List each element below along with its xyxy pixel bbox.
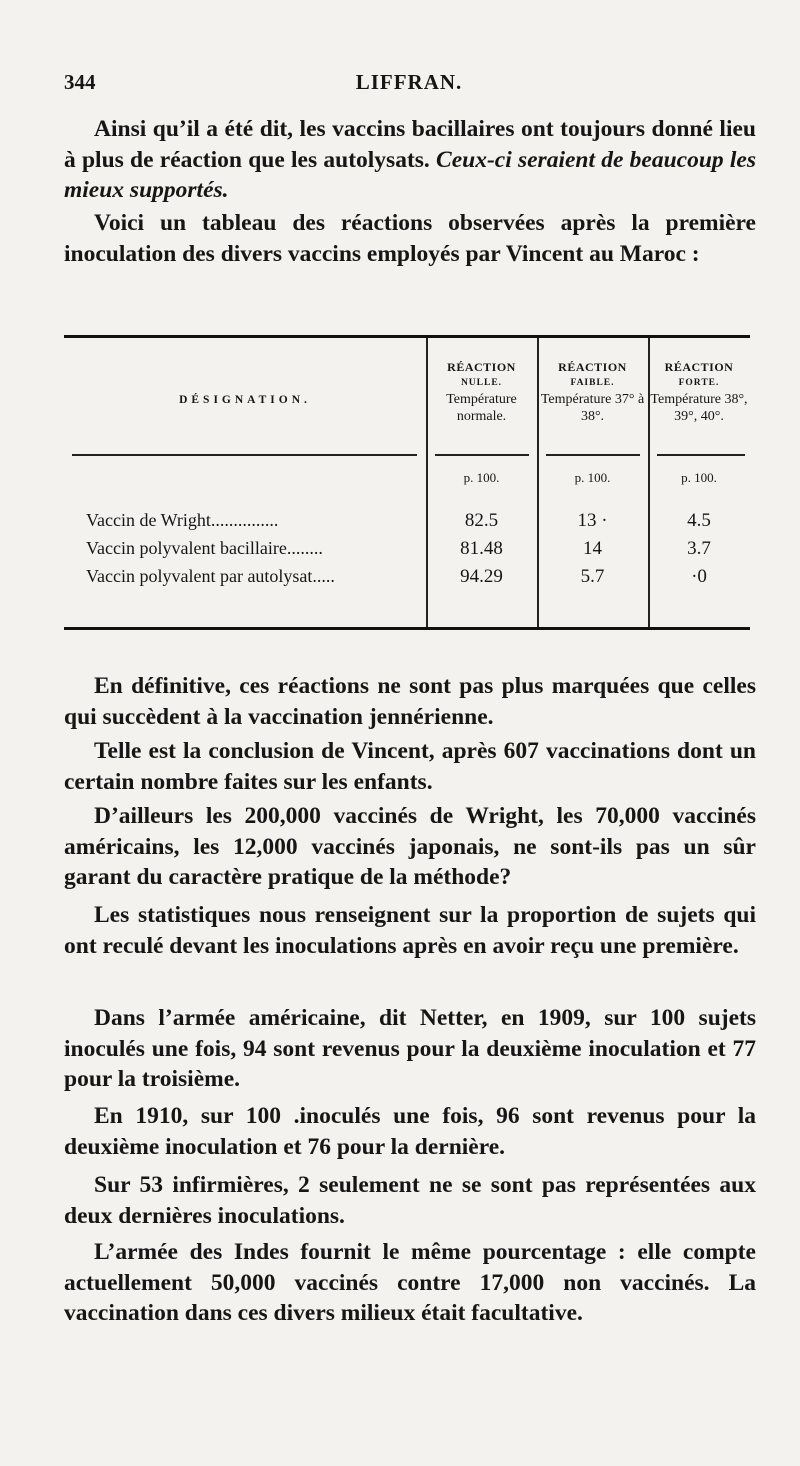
page-header bbox=[64, 70, 754, 98]
unit-label: p. 100. bbox=[463, 470, 500, 485]
intro-italic-text: Ceux-ci seraient de beaucoup les mieux supportés. bbox=[64, 146, 756, 203]
body-text: Dans l’armée américaine, dit Netter, en 1909, sur 100 sujets inoculés une fois, 94 sont revenus pour la deuxième inoculation et 77 pour la troisième. bbox=[64, 1005, 756, 1092]
cell-value: 5.7 bbox=[580, 566, 605, 587]
cell-value: 3.7 bbox=[687, 538, 711, 559]
table-row bbox=[64, 538, 750, 566]
body-text: Sur 53 infirmières, 2 seulement ne se sont pas représentées aux deux dernières inoculations. bbox=[64, 1172, 756, 1229]
column-title: RÉACTION bbox=[664, 360, 734, 374]
body-text: Telle est la conclusion de Vincent, après 607 vaccinations dont un certain nombre faites sur les enfants. bbox=[64, 738, 756, 795]
cell-value: 4.5 bbox=[687, 510, 711, 531]
column-qualifier: FORTE. bbox=[678, 378, 720, 388]
table-row bbox=[64, 510, 750, 538]
designation-header: DÉSIGNATION. bbox=[179, 394, 311, 406]
column-title: RÉACTION bbox=[447, 360, 516, 374]
column-header-forte bbox=[648, 360, 750, 425]
body-text: En 1910, sur 100 .inoculés une fois, 96 sont revenus pour la deuxième inoculation et 76 pour la dernière. bbox=[64, 1103, 756, 1160]
cell-value: ·0 bbox=[691, 566, 707, 587]
body-text: D’ailleurs les 200,000 vaccinés de Wright, les 70,000 vaccinés américains, les 12,000 vaccinés japonais, ne sont-ils pas un sûr garant du caractère pratique de la méthode? bbox=[64, 803, 756, 890]
body-paragraph-2 bbox=[64, 736, 756, 797]
body-paragraph-8 bbox=[64, 1237, 756, 1329]
column-header-nulle bbox=[426, 360, 537, 425]
table-row bbox=[64, 566, 750, 594]
cell-value: 13 · bbox=[577, 510, 608, 531]
column-header-faible bbox=[537, 360, 648, 425]
unit-label: p. 100. bbox=[574, 470, 611, 485]
body-paragraph-6 bbox=[64, 1101, 756, 1162]
intro-paragraph-2 bbox=[64, 208, 756, 269]
column-detail: Température 37° à 38°. bbox=[540, 392, 645, 424]
column-detail: Température normale. bbox=[446, 392, 517, 424]
page-number: 344 bbox=[64, 70, 96, 94]
reaction-table bbox=[64, 335, 750, 630]
intro-text: Ainsi qu’il a été dit, les vaccins bacillaires ont toujours donné lieu à plus de réaction que les autolysats. bbox=[64, 116, 756, 173]
unit-label: p. 100. bbox=[681, 470, 717, 485]
body-text: En définitive, ces réactions ne sont pas plus marquées que celles qui succèdent à la vaccination jennérienne. bbox=[64, 673, 756, 730]
table-rule bbox=[546, 454, 640, 456]
row-label: Vaccin polyvalent par autolysat..... bbox=[86, 566, 335, 586]
cell-value: 81.48 bbox=[460, 538, 503, 559]
body-paragraph-3 bbox=[64, 801, 756, 893]
body-paragraph-1 bbox=[64, 671, 756, 732]
intro-paragraph-1 bbox=[64, 114, 756, 206]
cell-value: 94.29 bbox=[460, 566, 503, 587]
body-text: Les statistiques nous renseignent sur la proportion de sujets qui ont reculé devant les inoculations après en avoir reçu une première. bbox=[64, 902, 756, 959]
column-detail: Température 38°, 39°, 40°. bbox=[650, 392, 748, 424]
body-paragraph-5 bbox=[64, 1003, 756, 1095]
intro-text-2: Voici un tableau des réactions observées après la première inoculation des divers vaccins employés par Vincent au Maroc : bbox=[64, 210, 756, 267]
cell-value: 82.5 bbox=[464, 510, 499, 531]
table-rule bbox=[435, 454, 529, 456]
body-text: L’armée des Indes fournit le même pourcentage : elle compte actuellement 50,000 vaccinés contre 17,000 non vaccinés. La vaccination dans ces divers milieux était facultative. bbox=[64, 1239, 756, 1326]
column-qualifier: NULLE. bbox=[460, 378, 503, 388]
table-rule bbox=[72, 454, 417, 456]
body-paragraph-7 bbox=[64, 1170, 756, 1231]
row-label: Vaccin polyvalent bacillaire........ bbox=[86, 538, 323, 558]
body-paragraph-4 bbox=[64, 900, 756, 961]
column-qualifier: FAIBLE. bbox=[570, 378, 615, 388]
column-title: RÉACTION bbox=[558, 360, 627, 374]
table-rule bbox=[657, 454, 745, 456]
running-title: LIFFRAN. bbox=[355, 70, 463, 94]
cell-value: 14 bbox=[583, 538, 602, 559]
row-label: Vaccin de Wright............... bbox=[86, 510, 279, 530]
